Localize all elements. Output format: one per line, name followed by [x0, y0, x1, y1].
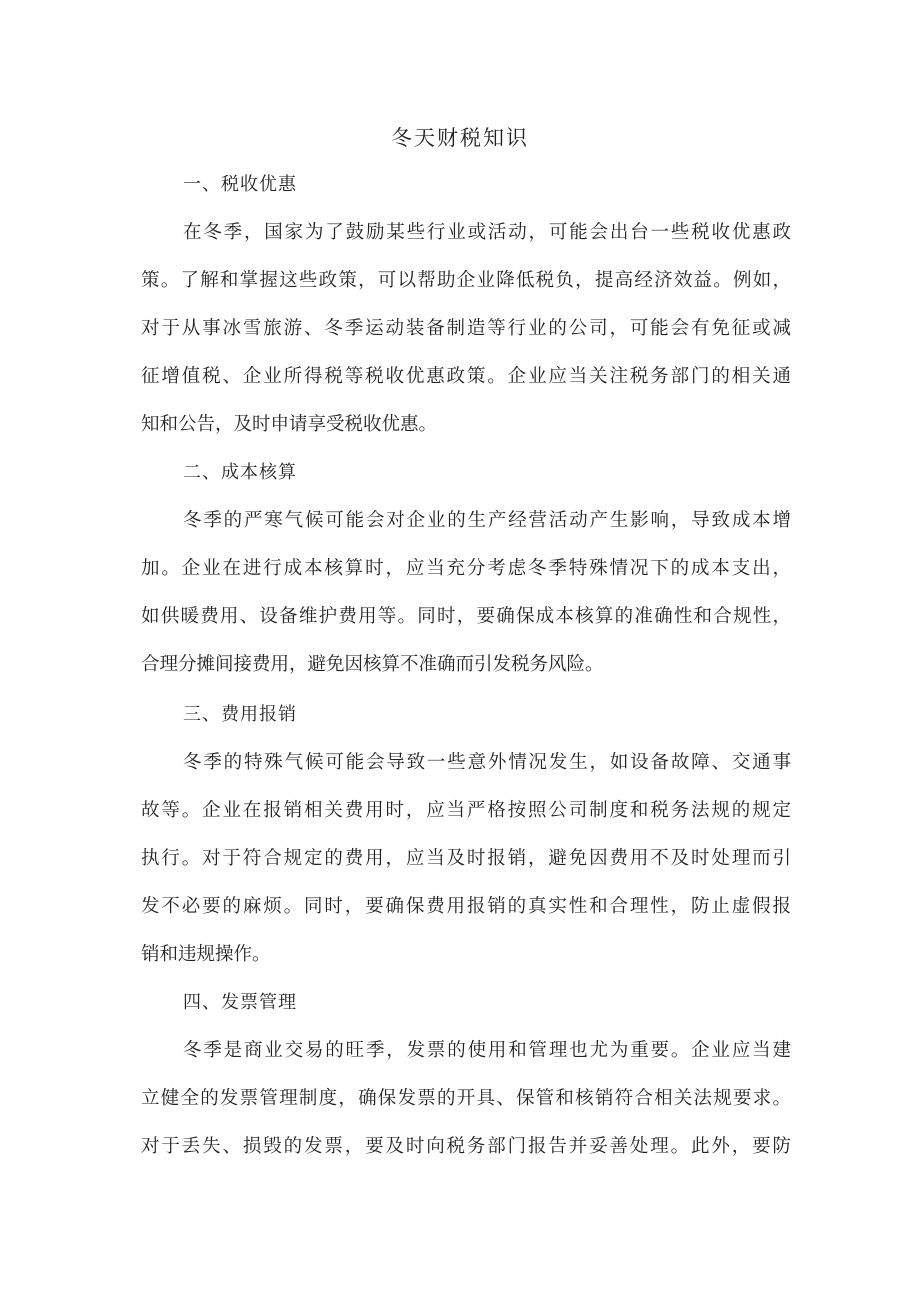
paragraph-line: 知和公告，及时申请享受税收优惠。: [141, 414, 438, 435]
paragraph-line: 执行。对于符合规定的费用，应当及时报销，避免因费用不及时处理而引: [141, 848, 791, 869]
paragraph-line: 在冬季，国家为了鼓励某些行业或活动，可能会出台一些税收优惠政: [183, 222, 791, 243]
section-heading-invoice-management: 四、发票管理: [183, 992, 297, 1013]
paragraph-line: 如供暖费用、设备维护费用等。同时，要确保成本核算的准确性和合规性，: [141, 606, 791, 627]
paragraph-line: 立健全的发票管理制度，确保发票的开具、保管和核销符合相关法规要求。: [141, 1088, 791, 1109]
section-heading-cost-accounting: 二、成本核算: [183, 462, 297, 483]
paragraph-line: 加。企业在进行成本核算时，应当充分考虑冬季特殊情况下的成本支出，: [141, 558, 791, 579]
paragraph-line: 征增值税、企业所得税等税收优惠政策。企业应当关注税务部门的相关通: [141, 366, 791, 387]
paragraph-line: 对于从事冰雪旅游、冬季运动装备制造等行业的公司，可能会有免征或减: [141, 318, 791, 339]
paragraph-line: 发不必要的麻烦。同时，要确保费用报销的真实性和合理性，防止虚假报: [141, 896, 791, 917]
paragraph-line: 销和违规操作。: [141, 944, 271, 965]
document-title: 冬天财税知识: [391, 126, 529, 150]
paragraph-line: 冬季的严寒气候可能会对企业的生产经营活动产生影响，导致成本增: [183, 510, 791, 531]
paragraph-line: 故等。企业在报销相关费用时，应当严格按照公司制度和税务法规的规定: [141, 800, 791, 821]
section-heading-tax-incentives: 一、税收优惠: [183, 174, 297, 195]
paragraph-line: 策。了解和掌握这些政策，可以帮助企业降低税负，提高经济效益。例如，: [141, 270, 791, 291]
paragraph-line: 冬季的特殊气候可能会导致一些意外情况发生，如设备故障、交通事: [183, 752, 791, 773]
paragraph-line: 对于丢失、损毁的发票，要及时向税务部门报告并妥善处理。此外，要防: [141, 1136, 791, 1157]
section-heading-expense-reimbursement: 三、费用报销: [183, 704, 297, 725]
paragraph-line: 冬季是商业交易的旺季，发票的使用和管理也尤为重要。企业应当建: [183, 1040, 791, 1061]
paragraph-line: 合理分摊间接费用，避免因核算不准确而引发税务风险。: [141, 654, 604, 675]
